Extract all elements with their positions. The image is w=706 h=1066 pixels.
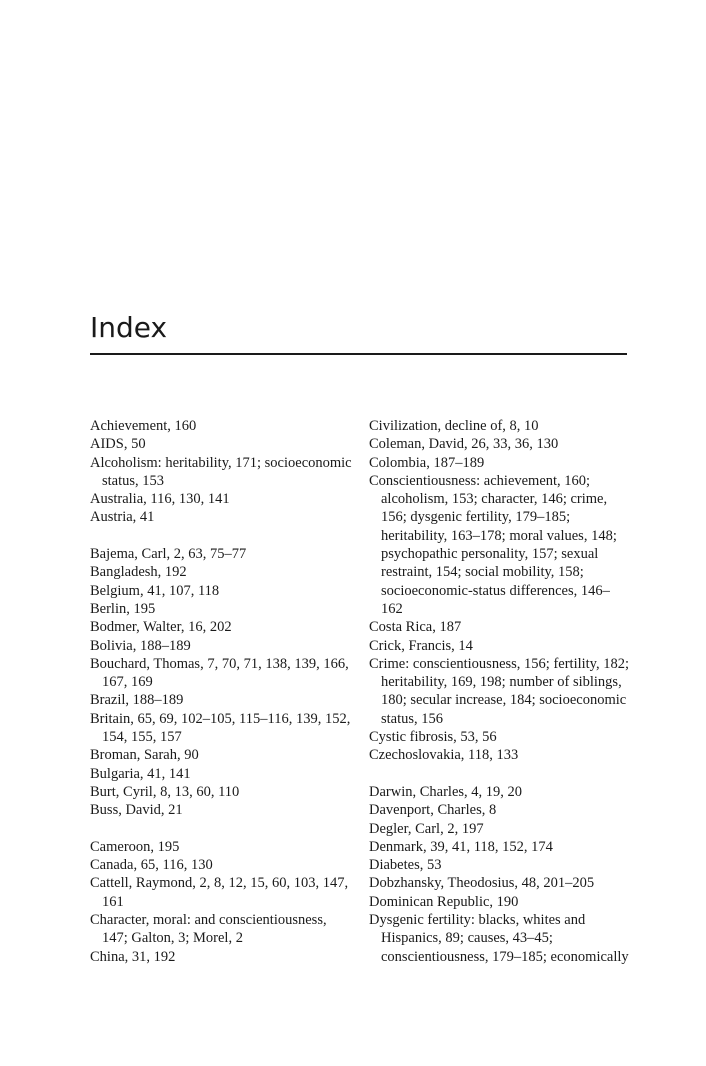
index-entry: Bodmer, Walter, 16, 202: [90, 619, 232, 636]
index-entry: Czechoslovakia, 118, 133: [369, 747, 519, 764]
index-entry: Canada, 65, 116, 130: [90, 857, 213, 874]
index-entry: Cameroon, 195: [90, 838, 180, 855]
index-entry: Colombia, 187–189: [369, 454, 485, 471]
index-entry: Broman, Sarah, 90: [90, 747, 199, 764]
index-entry: Achievement, 160: [90, 418, 197, 434]
index-entry: Degler, Carl, 2, 197: [369, 820, 484, 837]
index-entry: Bouchard, Thomas, 7, 70, 71, 138, 139, 166, 167, 169: [90, 655, 349, 691]
index-entry: Austria, 41: [90, 509, 155, 526]
index-column-left: [90, 417, 352, 966]
index-entry: Denmark, 39, 41, 118, 152, 174: [369, 838, 553, 855]
index-entry: Alcoholism: heritability, 171; socioeconomic status, 153: [90, 454, 352, 489]
index-entry: Britain, 65, 69, 102–105, 115–116, 139, 152, 154, 155, 157: [90, 710, 351, 746]
index-entry: Character, moral: and conscientiousness, 147; Galton, 3; Morel, 2: [90, 912, 327, 947]
index-entry: Bulgaria, 41, 141: [90, 765, 191, 782]
index-entry: Diabetes, 53: [369, 857, 442, 874]
index-entry: Civilization, decline of, 8, 10: [369, 418, 539, 434]
index-entry: Bolivia, 188–189: [90, 637, 191, 654]
index-entry: Costa Rica, 187: [369, 619, 462, 636]
index-entry: Bajema, Carl, 2, 63, 75–77: [90, 546, 247, 563]
index-entry: China, 31, 192: [90, 948, 176, 965]
title-rule: [90, 353, 627, 355]
index-entry: Cattell, Raymond, 2, 8, 12, 15, 60, 103, 147, 161: [90, 875, 349, 910]
index-entry: Berlin, 195: [90, 600, 156, 617]
index-entry: Dominican Republic, 190: [369, 893, 519, 910]
index-entry: Belgium, 41, 107, 118: [90, 582, 220, 599]
index-entry: Coleman, David, 26, 33, 36, 130: [369, 436, 559, 453]
index-entry: Crick, Francis, 14: [369, 637, 473, 654]
index-entry: Burt, Cyril, 8, 13, 60, 110: [90, 783, 240, 800]
index-entry: Buss, David, 21: [90, 802, 183, 819]
index-entry: Australia, 116, 130, 141: [90, 491, 230, 508]
page-title: Index: [90, 311, 168, 344]
index-entry: Dysgenic fertility: blacks, whites and Hispanics, 89; causes, 43–45; conscientiousness, 179–185; economically: [369, 912, 629, 965]
index-column-right: [369, 417, 631, 966]
index-entry: AIDS, 50: [90, 436, 146, 453]
index-entry: Crime: conscientiousness, 156; fertility, 182; heritability, 169, 198; number of siblings, 180; secular increase, 184; socioeconomic status, 156: [369, 655, 630, 727]
index-entry: Cystic fibrosis, 53, 56: [369, 729, 497, 746]
index-entry: Darwin, Charles, 4, 19, 20: [369, 783, 523, 800]
index-entry: Conscientiousness: achievement, 160; alcoholism, 153; character, 146; crime, 156; dysgenic fertility, 179–185; heritability, 163–178; moral values, 148; psychopathic personality, 157; sexual restraint, 154; social mobility, 158; socioeconomic-status differences, 146–162: [369, 472, 617, 617]
index-entry: Davenport, Charles, 8: [369, 802, 497, 819]
index-entry: Dobzhansky, Theodosius, 48, 201–205: [369, 875, 595, 892]
index-entry: Bangladesh, 192: [90, 564, 187, 581]
index-entry: Brazil, 188–189: [90, 692, 184, 709]
